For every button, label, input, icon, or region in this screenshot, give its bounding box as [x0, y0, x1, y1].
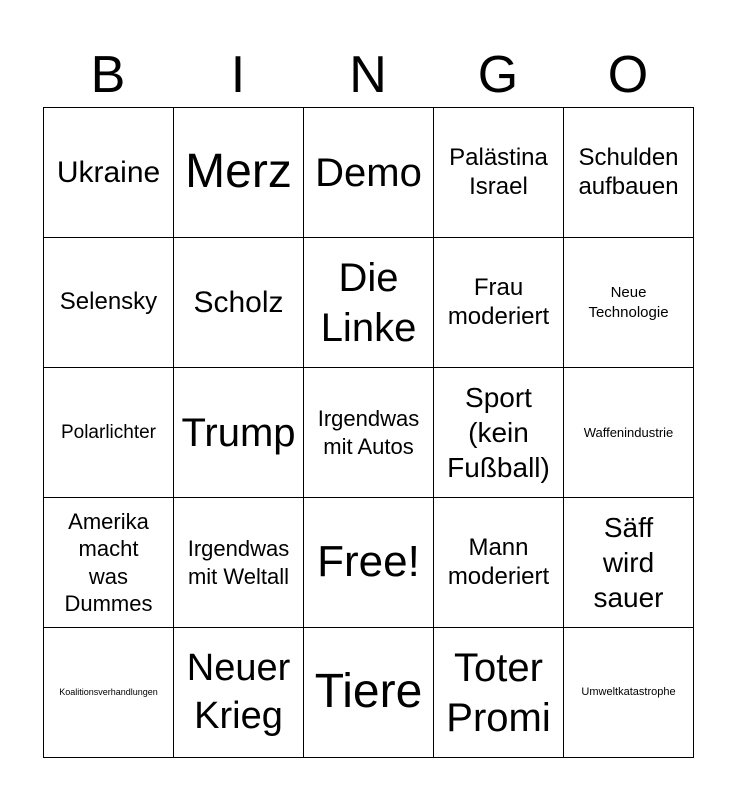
cell-text: Irgendwas mit Autos	[317, 406, 420, 459]
cell-text: Mann moderiert	[447, 533, 550, 590]
bingo-cell[interactable]	[564, 238, 694, 368]
bingo-cell[interactable]	[564, 108, 694, 238]
header-letter-g: G	[477, 46, 519, 104]
cell-text: Palästina Israel	[449, 143, 548, 200]
cell-text: Schulden aufbauen	[578, 143, 679, 200]
bingo-cell[interactable]	[174, 628, 304, 758]
header-letter-i: I	[230, 46, 246, 104]
cell-text: Tiere	[314, 665, 423, 719]
bingo-board	[43, 107, 694, 758]
bingo-cell[interactable]	[564, 498, 694, 628]
header-letter-n: N	[349, 46, 387, 104]
cell-text: Frau moderiert	[447, 273, 550, 330]
bingo-cell[interactable]	[44, 498, 174, 628]
bingo-cell[interactable]	[434, 108, 564, 238]
bingo-cell[interactable]	[304, 368, 434, 498]
bingo-cell[interactable]	[304, 108, 434, 238]
bingo-cell[interactable]	[564, 368, 694, 498]
cell-text: Neuer Krieg	[186, 647, 291, 737]
cell-text: Sport (kein Fußball)	[447, 382, 550, 483]
bingo-header	[43, 42, 693, 108]
cell-text: Merz	[185, 145, 292, 199]
bingo-cell[interactable]	[564, 628, 694, 758]
cell-text: Trump	[181, 410, 296, 455]
cell-text: Waffenindustrie	[583, 424, 674, 440]
free-cell[interactable]	[304, 498, 434, 628]
cell-text: Demo	[315, 150, 422, 195]
header-letter-b: B	[90, 46, 126, 104]
cell-text: Amerika macht was Dummes	[64, 508, 153, 616]
cell-text: Free!	[317, 537, 420, 587]
cell-text: Selensky	[59, 288, 158, 316]
bingo-cell[interactable]	[304, 238, 434, 368]
cell-text: Ukraine	[56, 155, 161, 189]
bingo-cell[interactable]	[44, 108, 174, 238]
header-letter-o: O	[607, 46, 649, 104]
bingo-cell[interactable]	[174, 108, 304, 238]
cell-text: Polarlichter	[60, 421, 157, 443]
bingo-cell[interactable]	[44, 368, 174, 498]
bingo-cell[interactable]	[434, 628, 564, 758]
cell-text: Die Linke	[320, 255, 417, 350]
cell-text: Scholz	[193, 285, 284, 319]
cell-text: Neue Technologie	[588, 284, 669, 321]
bingo-cell[interactable]	[174, 238, 304, 368]
bingo-cell[interactable]	[434, 498, 564, 628]
bingo-cell[interactable]	[434, 238, 564, 368]
bingo-cell[interactable]	[304, 628, 434, 758]
cell-text: Umweltkatastrophe	[581, 685, 676, 698]
bingo-cell[interactable]	[174, 498, 304, 628]
bingo-cell[interactable]	[44, 238, 174, 368]
cell-text: Koalitionsverhandlungen	[59, 687, 158, 698]
cell-text: Irgendwas mit Weltall	[187, 536, 290, 589]
cell-text: Säff wird sauer	[593, 512, 664, 613]
bingo-cell[interactable]	[434, 368, 564, 498]
bingo-cell[interactable]	[44, 628, 174, 758]
bingo-cell[interactable]	[174, 368, 304, 498]
cell-text: Toter Promi	[446, 645, 551, 740]
